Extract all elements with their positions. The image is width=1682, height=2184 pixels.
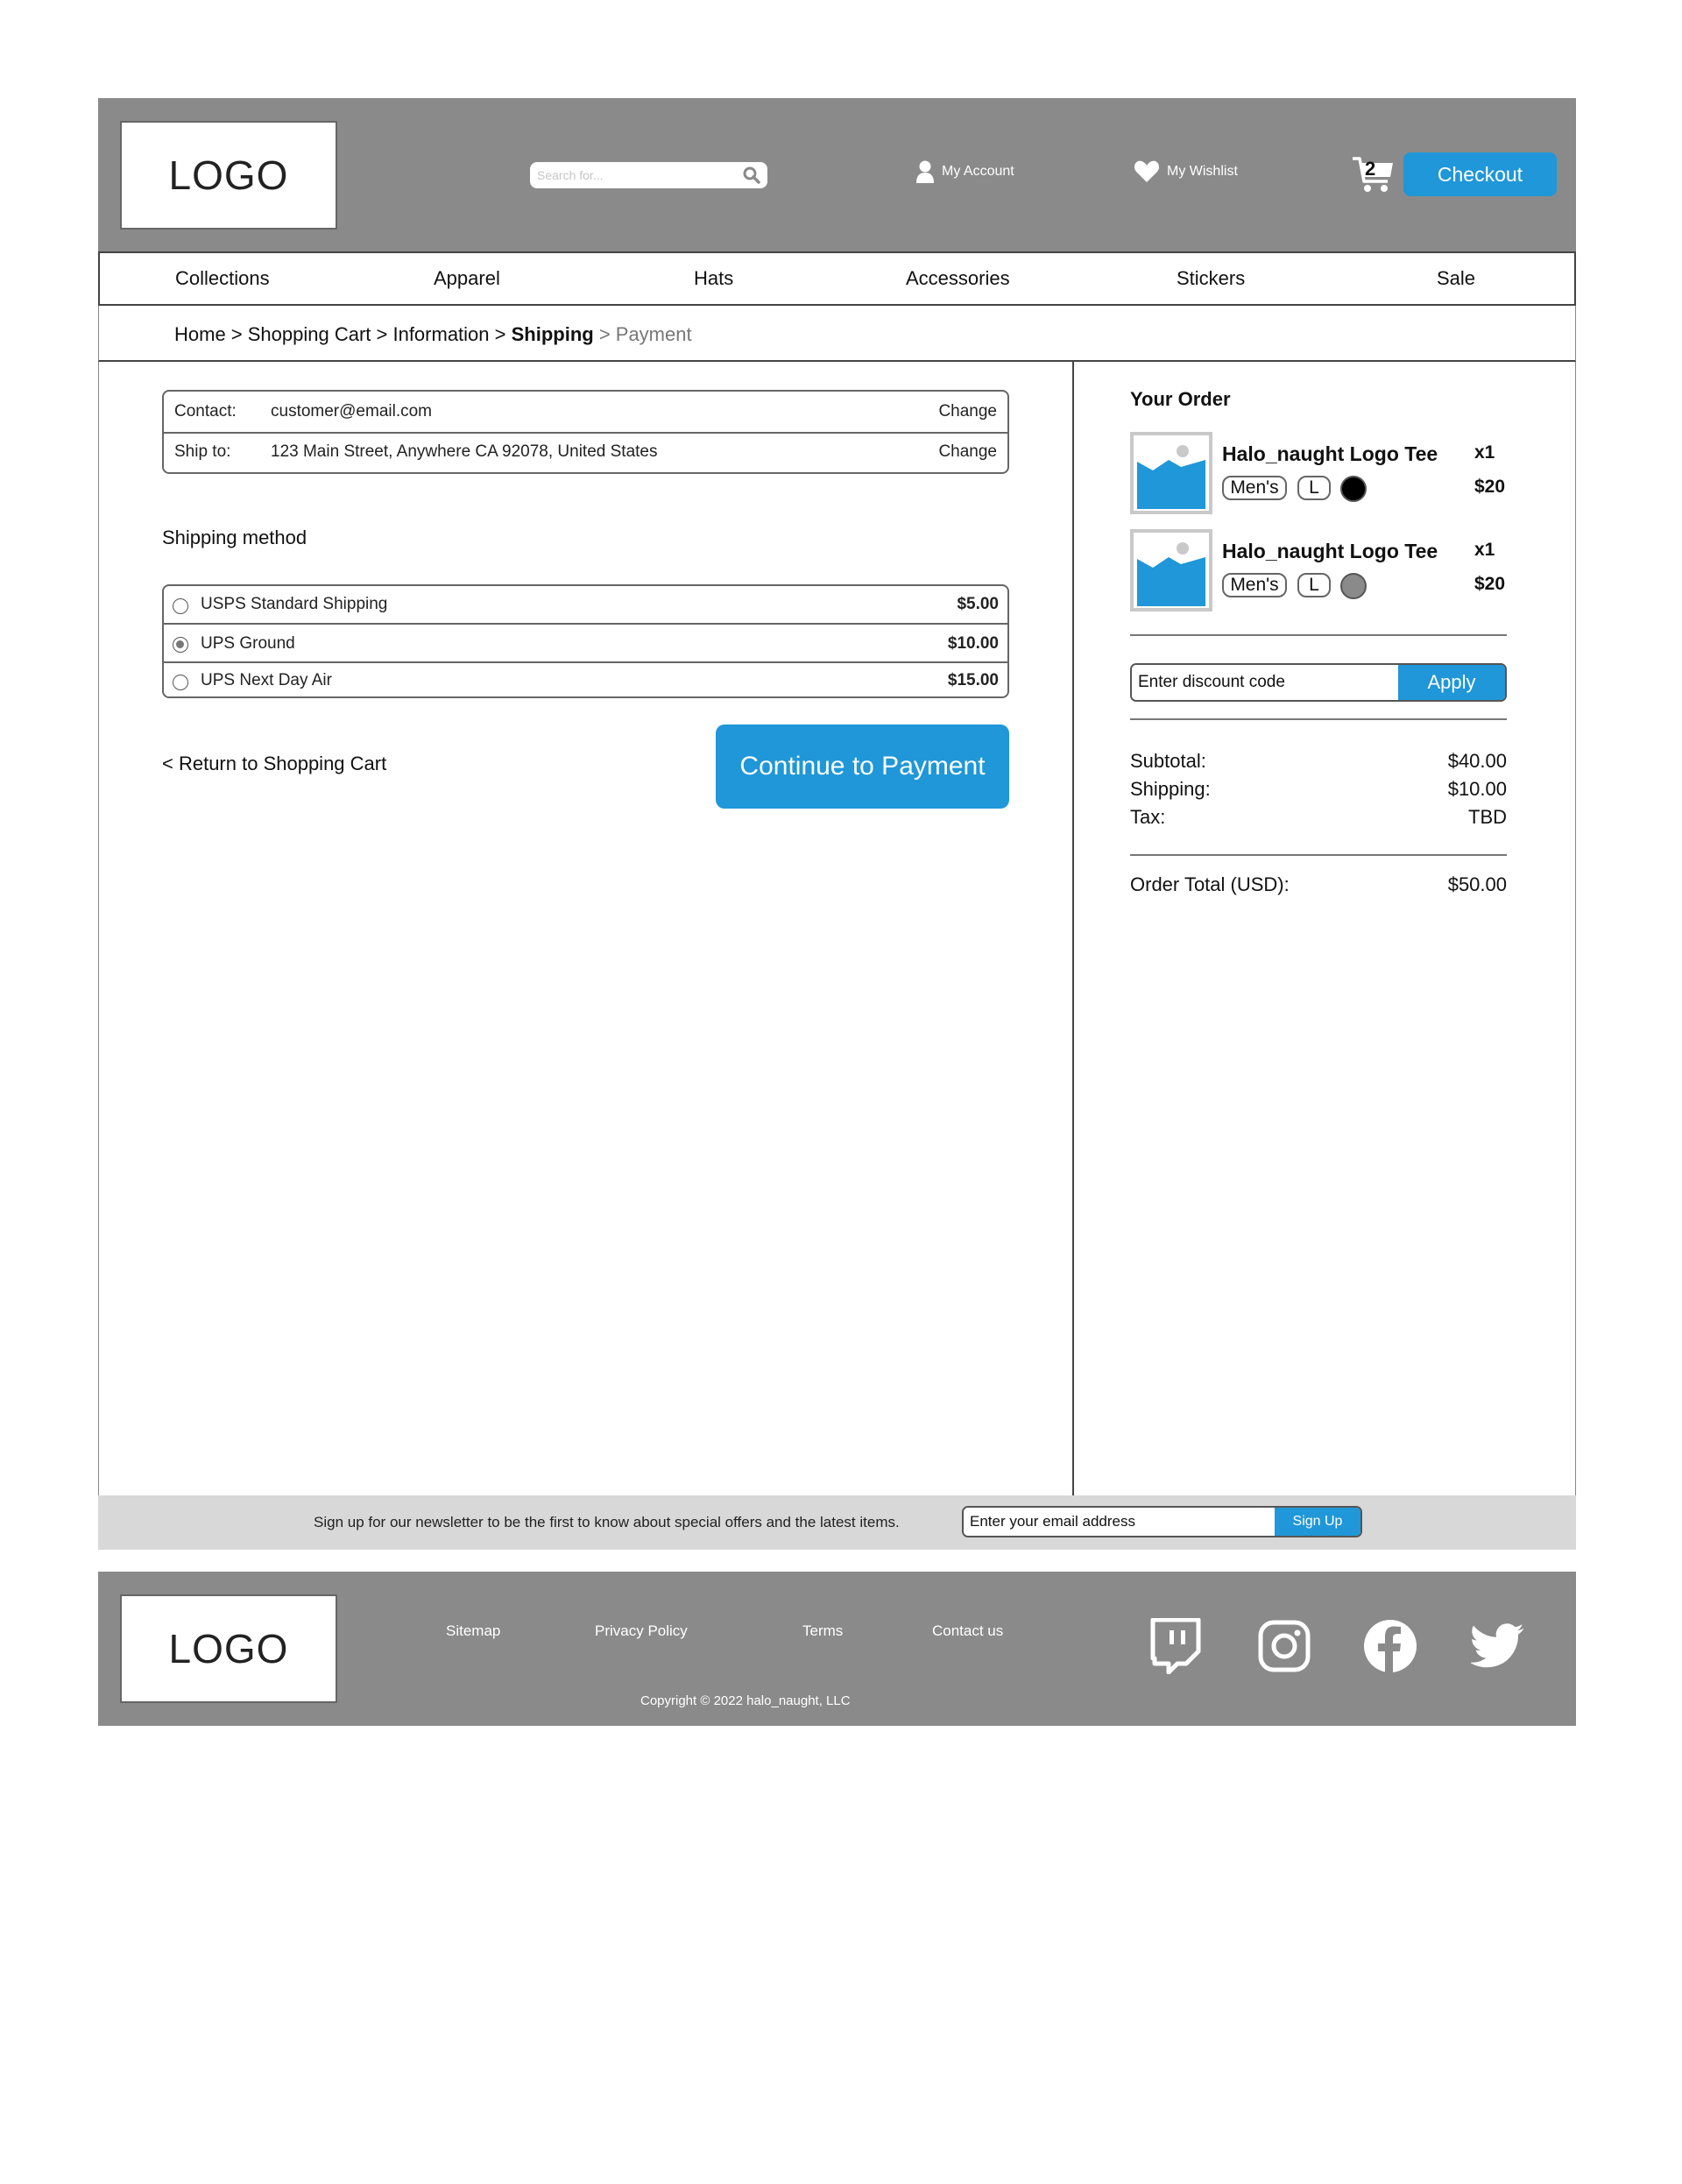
- footer-link-privacy[interactable]: Privacy Policy: [595, 1622, 688, 1639]
- apply-discount-button[interactable]: Apply: [1398, 665, 1505, 700]
- breadcrumb: [98, 306, 1576, 362]
- order-summary-title: Your Order: [1130, 388, 1231, 410]
- product-thumbnail[interactable]: [1130, 432, 1212, 514]
- newsletter-bar: [98, 1495, 1576, 1550]
- checkout-button[interactable]: Checkout: [1403, 152, 1557, 196]
- divider: [1130, 854, 1507, 856]
- footer-link-contact[interactable]: Contact us: [932, 1622, 1004, 1639]
- tax-value: TBD: [1468, 806, 1507, 828]
- color-swatch: [1340, 573, 1367, 599]
- change-address-link[interactable]: Change: [938, 442, 997, 461]
- shipping-option-price: $10.00: [947, 634, 999, 653]
- product-quantity: x1: [1474, 540, 1495, 560]
- header-logo[interactable]: LOGO: [120, 121, 337, 230]
- my-wishlist-label: My Wishlist: [1167, 163, 1238, 179]
- divider: [164, 623, 1007, 625]
- instagram-icon[interactable]: [1256, 1618, 1312, 1674]
- twitter-icon[interactable]: [1471, 1618, 1527, 1674]
- newsletter-signup-button[interactable]: Sign Up: [1275, 1508, 1360, 1536]
- footer-logo[interactable]: LOGO: [120, 1594, 337, 1703]
- shipping-cost-row: [1130, 778, 1507, 801]
- newsletter-form: [962, 1506, 1362, 1537]
- checkout-body: [98, 362, 1576, 1495]
- ship-to-label: Ship to:: [174, 442, 231, 461]
- user-icon: [915, 159, 935, 184]
- nav-sale[interactable]: Sale: [1437, 267, 1476, 289]
- order-item: [1130, 432, 1507, 516]
- fit-tag: Men's: [1222, 476, 1287, 500]
- twitch-icon[interactable]: [1148, 1618, 1204, 1674]
- newsletter-email-input[interactable]: [964, 1508, 1275, 1536]
- product-price: $20: [1474, 574, 1506, 594]
- radio-button[interactable]: [173, 598, 188, 614]
- order-total-row: [1130, 873, 1507, 896]
- page-frame: [98, 98, 1576, 1726]
- return-to-cart-link[interactable]: < Return to Shopping Cart: [162, 753, 387, 774]
- shipping-option-price: $5.00: [957, 595, 999, 613]
- search-bar[interactable]: [530, 162, 767, 188]
- change-contact-link[interactable]: Change: [938, 402, 997, 421]
- tax-label: Tax:: [1130, 806, 1166, 828]
- shipping-option-label: USPS Standard Shipping: [201, 595, 388, 613]
- product-name: Halo_naught Logo Tee: [1222, 442, 1438, 465]
- color-swatch: [1340, 476, 1367, 502]
- breadcrumb-current: Shipping: [511, 323, 594, 345]
- order-total-value: $50.00: [1447, 873, 1507, 895]
- size-tag: L: [1297, 573, 1331, 597]
- breadcrumb-next: > Payment: [593, 323, 692, 345]
- subtotal-value: $40.00: [1447, 750, 1507, 772]
- product-thumbnail[interactable]: [1130, 529, 1212, 611]
- fit-tag: Men's: [1222, 573, 1287, 597]
- order-total-label: Order Total (USD):: [1130, 873, 1290, 895]
- contact-summary: [162, 390, 1009, 474]
- site-header: [98, 98, 1576, 251]
- contact-row: [164, 392, 1007, 432]
- shipping-option-label: UPS Next Day Air: [201, 671, 332, 689]
- product-quantity: x1: [1474, 442, 1495, 463]
- continue-to-payment-button[interactable]: Continue to Payment: [716, 724, 1009, 809]
- discount-form: [1130, 663, 1507, 702]
- divider: [1130, 634, 1507, 636]
- search-icon[interactable]: [743, 166, 760, 184]
- shipping-option-price: $15.00: [947, 671, 999, 689]
- site-footer: [98, 1572, 1576, 1726]
- nav-accessories[interactable]: Accessories: [906, 267, 1010, 289]
- divider: [1130, 718, 1507, 720]
- order-item: [1130, 529, 1507, 613]
- radio-button[interactable]: [173, 675, 188, 690]
- column-divider: [1072, 362, 1074, 1495]
- copyright-text: Copyright © 2022 halo_naught, LLC: [640, 1693, 851, 1708]
- nav-collections[interactable]: Collections: [175, 267, 270, 289]
- shipping-option-label: UPS Ground: [201, 634, 295, 653]
- radio-button-selected[interactable]: [173, 637, 188, 653]
- shipping-cost-value: $10.00: [1447, 778, 1507, 800]
- nav-stickers[interactable]: Stickers: [1177, 267, 1246, 289]
- divider: [164, 661, 1007, 663]
- shipping-cost-label: Shipping:: [1130, 778, 1211, 800]
- product-name: Halo_naught Logo Tee: [1222, 540, 1438, 562]
- footer-link-terms[interactable]: Terms: [802, 1622, 844, 1639]
- heart-icon: [1134, 159, 1160, 183]
- footer-link-sitemap[interactable]: Sitemap: [446, 1622, 501, 1639]
- discount-code-input[interactable]: [1132, 665, 1399, 700]
- my-account-link[interactable]: [915, 159, 1014, 184]
- contact-label: Contact:: [174, 402, 237, 421]
- size-tag: L: [1297, 476, 1331, 500]
- search-input[interactable]: [537, 168, 743, 182]
- shipping-method-title: Shipping method: [162, 527, 307, 548]
- shipping-options: [162, 584, 1009, 698]
- nav-apparel[interactable]: Apparel: [434, 267, 500, 289]
- cart-count-badge: 2: [1365, 158, 1376, 180]
- ship-to-value: 123 Main Street, Anywhere CA 92078, United States: [271, 442, 658, 461]
- newsletter-text: Sign up for our newsletter to be the first to know about special offers and the latest items.: [314, 1514, 900, 1530]
- image-placeholder-icon: [1134, 533, 1209, 608]
- breadcrumb-trail[interactable]: Home > Shopping Cart > Information >: [174, 323, 512, 345]
- tax-row: [1130, 806, 1507, 829]
- my-wishlist-link[interactable]: [1134, 159, 1238, 183]
- ship-to-row: [164, 432, 1007, 472]
- contact-value: customer@email.com: [271, 402, 432, 421]
- main-nav: [98, 251, 1576, 306]
- nav-hats[interactable]: Hats: [694, 267, 734, 289]
- facebook-icon[interactable]: [1362, 1618, 1418, 1674]
- product-price: $20: [1474, 477, 1506, 497]
- image-placeholder-icon: [1134, 435, 1209, 511]
- subtotal-label: Subtotal:: [1130, 750, 1206, 772]
- subtotal-row: [1130, 750, 1507, 773]
- my-account-label: My Account: [942, 164, 1014, 179]
